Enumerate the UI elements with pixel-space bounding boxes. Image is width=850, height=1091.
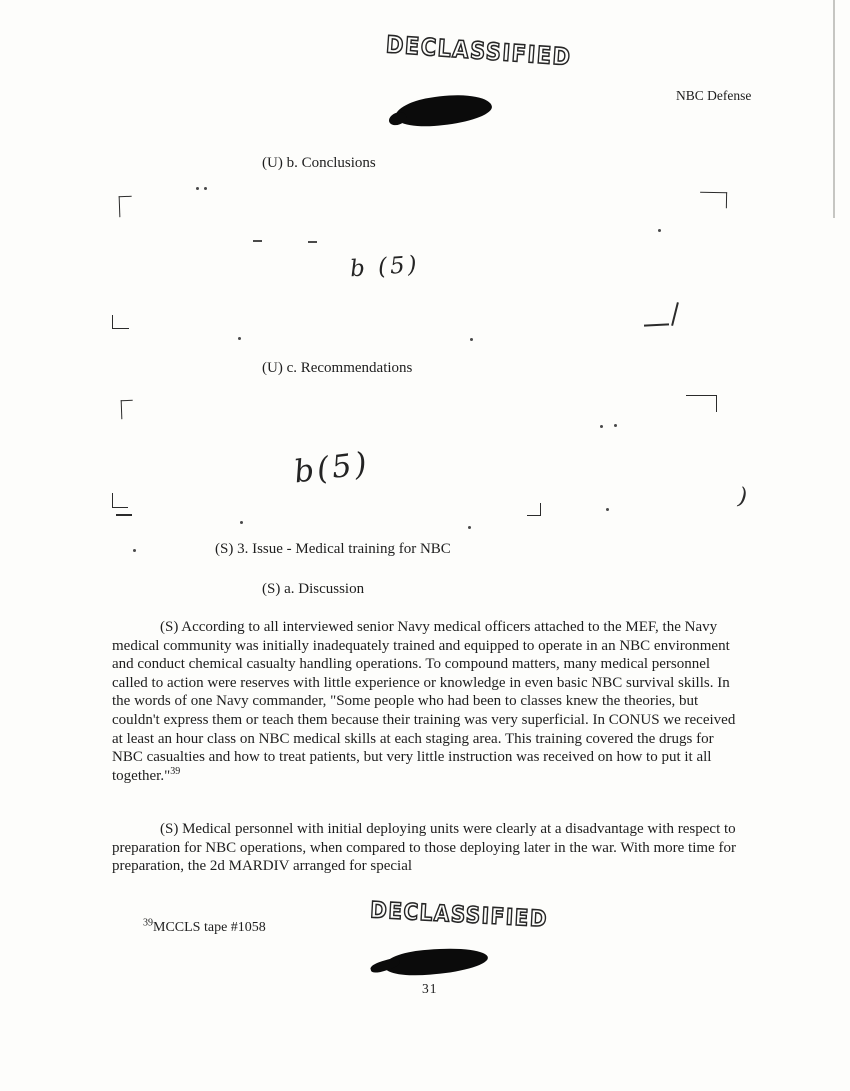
scan-artifact bbox=[600, 425, 603, 428]
redaction-bracket-top-right-2 bbox=[686, 395, 717, 412]
discussion-heading: (S) a. Discussion bbox=[262, 581, 365, 597]
paragraph-1-text: (S) According to all interviewed senior Navy medical officers attached to the MEF, the Navy medical community was initially inadequately trained and equipped to operate in an NBC environment and conduct chemical casualty handling operations. To compound matters, many medical personnel called to action were reserves with little experience or knowledge in even basic NBC survival skills. In the words of one Navy commander, "Some people who had been to classes knew the theories, but couldn't express them or teach them because their training was very superficial. In CONUS we received at least an hour class on NBC medical skills at each staging area. This training covered the drugs for NBC casualties and how to treat patients, but very little instruction was received on how to put it all together." bbox=[112, 619, 736, 784]
redaction-bracket-top-right-1 bbox=[700, 192, 727, 208]
footnote-text: MCCLS tape #1058 bbox=[153, 920, 266, 935]
redaction-bracket-slash-1 bbox=[671, 302, 678, 326]
scan-artifact bbox=[240, 521, 243, 524]
scan-artifact bbox=[308, 241, 317, 243]
exemption-code-1: b (5) bbox=[349, 251, 421, 283]
redaction-bracket-bottom-right-1 bbox=[644, 323, 669, 326]
redaction-bracket-bottom-left-dash-2 bbox=[116, 514, 132, 516]
redaction-bracket-top-left-1 bbox=[119, 196, 133, 217]
scan-artifact bbox=[606, 508, 609, 511]
declassified-stamp-top: DECLASSIFIED bbox=[385, 31, 573, 71]
scan-artifact bbox=[196, 187, 199, 190]
issue-heading: (S) 3. Issue - Medical training for NBC bbox=[215, 541, 451, 557]
discussion-paragraph-2 bbox=[112, 820, 746, 876]
footnote-number: 39 bbox=[143, 917, 153, 929]
conclusions-heading: (U) b. Conclusions bbox=[262, 155, 376, 171]
scan-artifact bbox=[204, 187, 207, 190]
exemption-code-2: b(5) bbox=[292, 445, 372, 491]
recommendations-heading: (U) c. Recommendations bbox=[262, 360, 413, 376]
redaction-curve-mark-2: ) bbox=[734, 483, 751, 511]
scan-edge-artifact bbox=[833, 0, 835, 218]
redaction-bracket-top-left-2 bbox=[121, 400, 134, 419]
scan-artifact bbox=[468, 526, 471, 529]
footnote-reference-39: 39 bbox=[170, 765, 181, 777]
scan-artifact bbox=[614, 424, 617, 427]
discussion-paragraph-1 bbox=[112, 618, 746, 785]
scan-artifact bbox=[253, 240, 262, 242]
redaction-mark-top bbox=[394, 90, 494, 131]
scan-artifact bbox=[133, 549, 136, 552]
paragraph-2-text: (S) Medical personnel with initial deploying units were clearly at a disadvantage with respect to preparation for NBC operations, when compared to those deploying later in the war. With more time for preparation, the 2d MARDIV arranged for special bbox=[112, 821, 736, 875]
header-right-label: NBC Defense bbox=[676, 88, 752, 103]
scan-artifact bbox=[658, 229, 661, 232]
redaction-bracket-bottom-right-2 bbox=[527, 503, 541, 516]
page-number: 31 bbox=[422, 981, 438, 996]
scan-artifact bbox=[470, 338, 473, 341]
footnote bbox=[143, 917, 266, 936]
redaction-bracket-bottom-left-1 bbox=[112, 315, 129, 329]
redaction-bracket-bottom-left-2 bbox=[112, 493, 128, 508]
declassified-stamp-bottom: DECLASSIFIED bbox=[369, 896, 549, 933]
scan-artifact bbox=[238, 337, 241, 340]
redaction-mark-bottom bbox=[384, 945, 489, 979]
